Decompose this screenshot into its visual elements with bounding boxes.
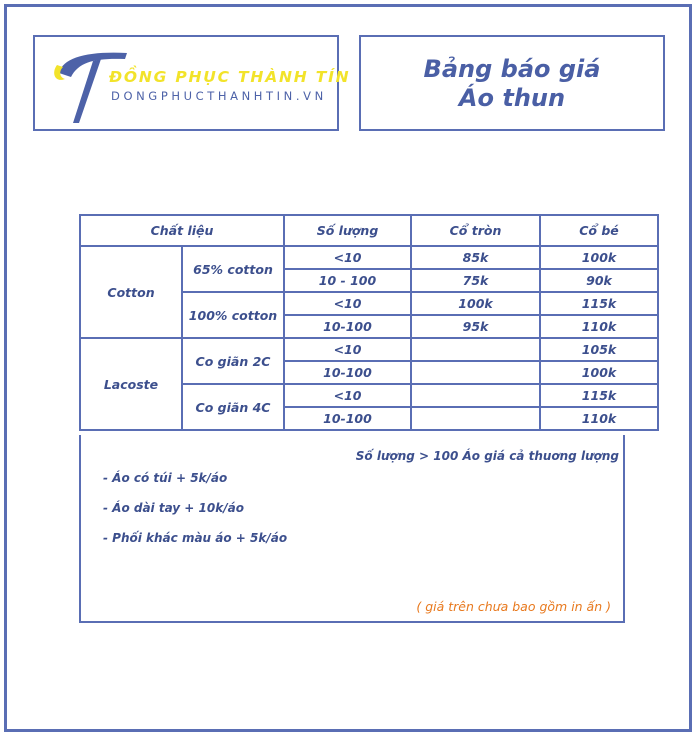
addon-color-mix: - Phối khác màu áo + 5k/áo	[103, 531, 288, 545]
page-title: Bảng báo giá	[423, 55, 601, 83]
qty-cell: <10	[284, 246, 411, 269]
small-price-cell: 100k	[540, 361, 658, 384]
qty-cell: <10	[284, 338, 411, 361]
round-price-cell	[411, 384, 540, 407]
variant-cell: Co giãn 2C	[182, 338, 284, 384]
header-material: Chất liệu	[80, 215, 284, 246]
addon-pocket: - Áo có túi + 5k/áo	[103, 471, 228, 485]
small-price-cell: 105k	[540, 338, 658, 361]
round-price-cell: 95k	[411, 315, 540, 338]
header-small-collar: Cổ bé	[540, 215, 658, 246]
table-row	[80, 338, 658, 361]
header-quantity: Số lượng	[284, 215, 411, 246]
qty-cell: <10	[284, 292, 411, 315]
material-cell: Cotton	[80, 246, 182, 338]
qty-cell: <10	[284, 384, 411, 407]
round-price-cell	[411, 361, 540, 384]
bulk-quantity-note: Số lượng > 100 Áo giá cả thuơng lượng	[355, 449, 619, 463]
round-price-cell	[411, 407, 540, 430]
notes-panel	[79, 435, 625, 623]
qty-cell: 10-100	[284, 407, 411, 430]
qty-cell: 10 - 100	[284, 269, 411, 292]
qty-cell: 10-100	[284, 315, 411, 338]
small-price-cell: 90k	[540, 269, 658, 292]
small-price-cell: 110k	[540, 315, 658, 338]
qty-cell: 10-100	[284, 361, 411, 384]
round-price-cell: 85k	[411, 246, 540, 269]
round-price-cell: 100k	[411, 292, 540, 315]
logo-panel	[33, 35, 351, 131]
small-price-cell: 115k	[540, 292, 658, 315]
variant-cell: 100% cotton	[182, 292, 284, 338]
printing-disclaimer: ( giá trên chưa bao gồm in ấn )	[416, 599, 611, 614]
brand-url: DONGPHUCTHANHTIN.VN	[111, 89, 327, 103]
table-header-row	[80, 215, 658, 246]
header-round-neck: Cổ tròn	[411, 215, 540, 246]
small-price-cell: 110k	[540, 407, 658, 430]
title-panel	[359, 35, 665, 131]
price-table	[79, 214, 659, 431]
small-price-cell: 115k	[540, 384, 658, 407]
brand-name: ĐỒNG PHỤC THÀNH TÍN	[109, 68, 351, 86]
small-price-cell: 100k	[540, 246, 658, 269]
round-price-cell: 75k	[411, 269, 540, 292]
page-subtitle: Áo thun	[458, 84, 566, 112]
variant-cell: Co giãn 4C	[182, 384, 284, 430]
variant-cell: 65% cotton	[182, 246, 284, 292]
round-price-cell	[411, 338, 540, 361]
table-row	[80, 246, 658, 269]
material-cell: Lacoste	[80, 338, 182, 430]
addon-long-sleeve: - Áo dài tay + 10k/áo	[103, 501, 244, 515]
